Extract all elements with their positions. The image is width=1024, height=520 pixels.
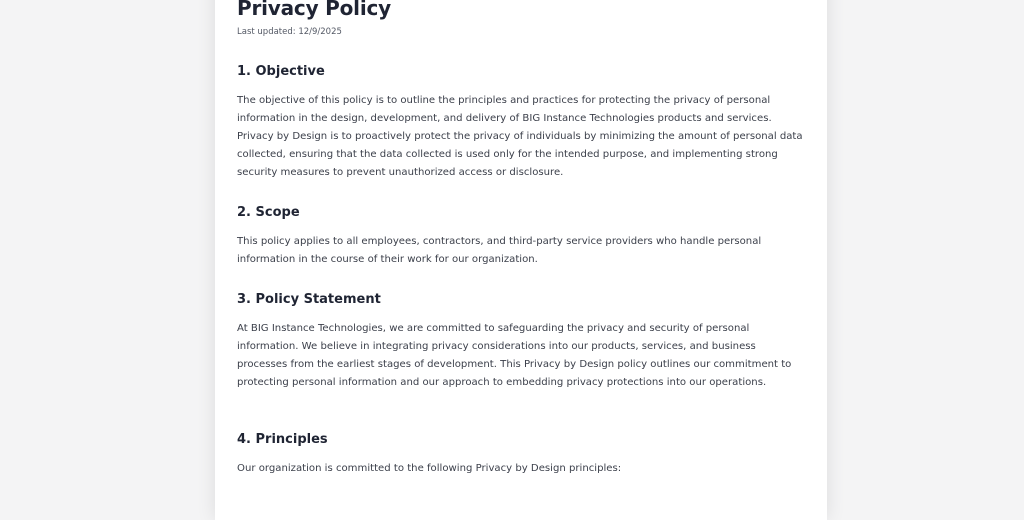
section-heading-principles: 4. Principles: [237, 432, 328, 447]
section-heading-objective: 1. Objective: [237, 64, 325, 79]
section-body-principles: Our organization is committed to the following Privacy by Design principles:: [237, 463, 622, 474]
page-title: Privacy Policy: [237, 0, 391, 20]
section-body-scope: This policy applies to all employees, contractors, and third-party service providers who handle personal information in the course of their work for our organization.: [237, 236, 762, 265]
section-body-objective: The objective of this policy is to outline the principles and practices for protecting the privacy of personal information in the design, development, and delivery of BIG Instance Technologies products and services. Privacy by Design is to proactively protect the privacy of individuals by minimizing the amount of personal data collected, ensuring that the data collected is used only for the intended purpose, and implementing strong security measures to prevent unauthorized access or disclosure.: [237, 95, 803, 178]
section-heading-policy-statement: 3. Policy Statement: [237, 292, 381, 307]
document-page: [215, 0, 827, 520]
last-updated-text: Last updated: 12/9/2025: [237, 27, 342, 37]
section-body-policy-statement: At BIG Instance Technologies, we are committed to safeguarding the privacy and security of personal information. We believe in integrating privacy considerations into our products, services, and business processes from the earliest stages of development. This Privacy by Design policy outlines our commitment to protecting personal information and our approach to embedding privacy protections into our operations.: [237, 323, 792, 388]
section-heading-scope: 2. Scope: [237, 205, 300, 220]
